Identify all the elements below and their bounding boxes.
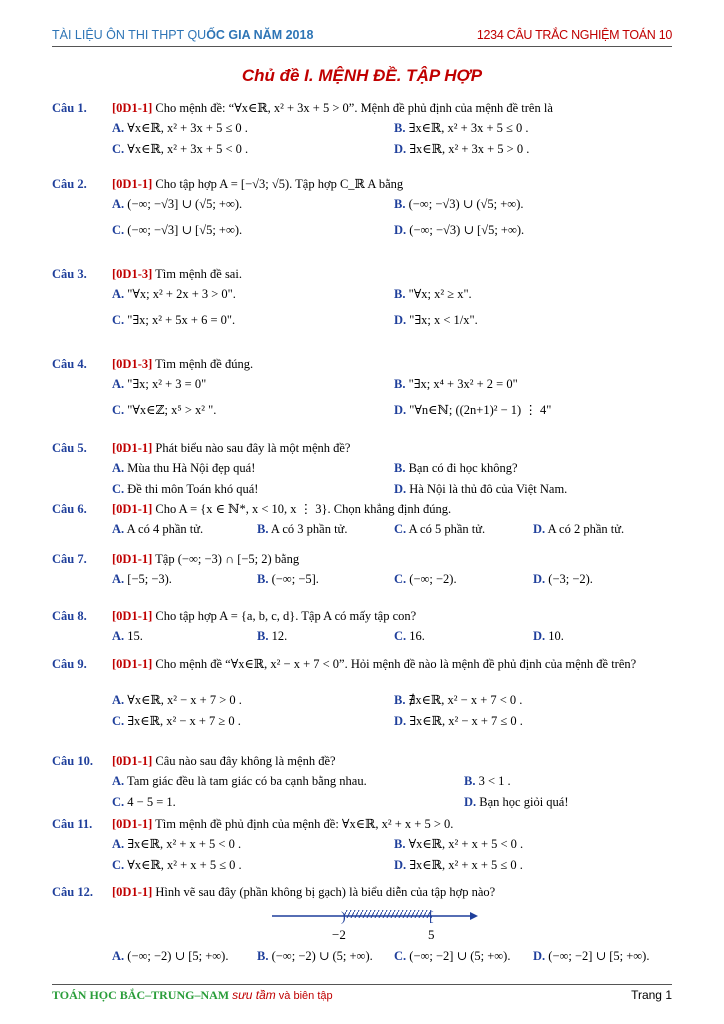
bracket-right: [ (429, 910, 434, 925)
option-d[interactable]: D. (−∞; −2] ∪ [5; +∞). (533, 949, 650, 963)
question-text: Cho mệnh đề: “∀x∈ℝ, x² + 3x + 5 > 0”. Mệnh đề phủ định của mệnh đề trên là (155, 101, 553, 115)
question-text: Câu nào sau đây không là mệnh đề? (155, 754, 336, 768)
question-text: Cho mệnh đề “∀x∈ℝ, x² − x + 7 < 0”. Hỏi mệnh đề nào là mệnh đề phủ định của mệnh đề trên? (155, 657, 637, 671)
option-c[interactable]: C. 4 − 5 = 1. (112, 795, 176, 809)
question-text: Tập (−∞; −3) ∩ [−5; 2) bằng (155, 552, 300, 566)
page-header (52, 26, 672, 47)
option-c[interactable]: C. 16. (394, 629, 425, 643)
question-3 (52, 266, 672, 327)
option-b[interactable]: B. (−∞; −5]. (257, 572, 319, 586)
option-c[interactable]: C. (−∞; −√3] ∪ [√5; +∞). (112, 223, 243, 237)
question-tag: [0D1-1] (112, 101, 153, 115)
question-1 (52, 100, 672, 156)
option-a[interactable]: A. Mùa thu Hà Nội đẹp quá! (112, 461, 256, 475)
question-number: Câu 1. (52, 101, 87, 115)
question-number: Câu 6. (52, 502, 87, 516)
question-8 (52, 608, 672, 643)
question-tag: [0D1-1] (112, 885, 153, 899)
question-number: Câu 10. (52, 754, 93, 768)
page-title: Chủ đề I. MỆNH ĐỀ. TẬP HỢP (241, 66, 483, 85)
bracket-left: ) (341, 910, 346, 925)
question-text: Cho tập hợp A = [−√3; √5). Tập hợp C_ℝ A bằng (155, 177, 404, 191)
option-a[interactable]: A. (−∞; −2) ∪ [5; +∞). (112, 949, 229, 963)
page-footer (52, 984, 672, 1005)
option-c[interactable]: C. (−∞; −2). (394, 572, 457, 586)
question-tag: [0D1-1] (112, 609, 153, 623)
option-b[interactable]: B. ∄x∈ℝ, x² − x + 7 < 0 . (394, 693, 523, 707)
question-stem (52, 753, 672, 769)
option-a[interactable]: A. Tam giác đều là tam giác có ba cạnh bằng nhau. (112, 774, 367, 788)
question-number: Câu 4. (52, 357, 87, 371)
question-tag: [0D1-3] (112, 357, 153, 371)
question-stem (52, 816, 672, 832)
question-stem (52, 608, 672, 624)
option-a[interactable]: A. ∃x∈ℝ, x² + x + 5 < 0 . (112, 837, 242, 851)
question-11 (52, 816, 672, 872)
option-d[interactable]: D. Hà Nội là thủ đô của Việt Nam. (394, 482, 568, 496)
question-number: Câu 12. (52, 885, 93, 899)
option-a[interactable]: A. ∀x∈ℝ, x² − x + 7 > 0 . (112, 693, 242, 707)
question-stem (52, 551, 672, 567)
page-number: Trang 1 (631, 988, 672, 1002)
question-tag: [0D1-1] (112, 657, 153, 671)
question-number: Câu 3. (52, 267, 87, 281)
question-tag: [0D1-3] (112, 267, 153, 281)
option-d[interactable]: D. ∃x∈ℝ, x² + x + 5 ≤ 0 . (394, 858, 523, 872)
option-a[interactable]: A. ∀x∈ℝ, x² + 3x + 5 ≤ 0 . (112, 121, 248, 135)
option-b[interactable]: B. "∀x; x² ≥ x". (394, 287, 472, 301)
question-stem (52, 501, 672, 517)
option-d[interactable]: D. (−3; −2). (533, 572, 593, 586)
question-tag: [0D1-1] (112, 441, 153, 455)
option-b[interactable]: B. (−∞; −√3) ∪ (√5; +∞). (394, 197, 524, 211)
question-text: Hình vẽ sau đây (phần không bị gạch) là biểu diễn của tập hợp nào? (155, 885, 496, 899)
question-4 (52, 356, 672, 417)
hatched-region (344, 910, 432, 918)
question-stem (52, 266, 672, 282)
question-text: Cho A = {x ∈ ℕ*, x < 10, x ⋮ 3}. Chọn khẳng định đúng. (155, 502, 452, 516)
question-text: Phát biểu nào sau đây là một mệnh đề? (155, 441, 351, 455)
question-number: Câu 11. (52, 817, 93, 831)
question-7 (52, 551, 672, 586)
question-tag: [0D1-1] (112, 817, 153, 831)
header-right: 1234 CÂU TRẮC NGHIỆM TOÁN 10 (476, 28, 672, 42)
option-b[interactable]: B. "∃x; x⁴ + 3x² + 2 = 0" (394, 377, 518, 391)
question-number: Câu 8. (52, 609, 87, 623)
option-d[interactable]: D. ∃x∈ℝ, x² − x + 7 ≤ 0 . (394, 714, 523, 728)
question-stem (52, 100, 672, 116)
option-b[interactable]: B. A có 3 phần tử. (257, 522, 348, 536)
question-12 (52, 884, 672, 963)
option-c[interactable]: C. "∀x∈ℤ; x⁵ > x² ". (112, 403, 217, 417)
option-a[interactable]: A. A có 4 phần tử. (112, 522, 204, 536)
question-tag: [0D1-1] (112, 177, 153, 191)
question-number: Câu 9. (52, 657, 87, 671)
question-stem (52, 440, 672, 456)
question-9 (52, 656, 672, 728)
header-left: TÀI LIỆU ÔN THI THPT QUỐC GIA NĂM 2018 (52, 28, 314, 42)
option-c[interactable]: C. "∃x; x² + 5x + 6 = 0". (112, 313, 236, 327)
option-c[interactable]: C. (−∞; −2] ∪ (5; +∞). (394, 949, 511, 963)
option-d[interactable]: D. ∃x∈ℝ, x² + 3x + 5 > 0 . (394, 142, 530, 156)
option-c[interactable]: C. A có 5 phần tử. (394, 522, 486, 536)
option-a[interactable]: A. "∀x; x² + 2x + 3 > 0". (112, 287, 236, 301)
option-b[interactable]: B. ∀x∈ℝ, x² + x + 5 < 0 . (394, 837, 524, 851)
option-b[interactable]: B. 12. (257, 629, 288, 643)
footer-left: TOÁN HỌC BẮC–TRUNG–NAM sưu tầm và biên tập (52, 988, 333, 1002)
option-d[interactable]: D. 10. (533, 629, 564, 643)
option-b[interactable]: B. ∃x∈ℝ, x² + 3x + 5 ≤ 0 . (394, 121, 529, 135)
question-stem (52, 356, 672, 372)
question-text: Tìm mệnh đề đúng. (155, 357, 254, 371)
question-stem (52, 176, 672, 192)
question-tag: [0D1-1] (112, 552, 153, 566)
question-tag: [0D1-1] (112, 502, 153, 516)
option-c[interactable]: C. ∀x∈ℝ, x² + 3x + 5 < 0 . (112, 142, 249, 156)
option-b[interactable]: B. (−∞; −2) ∪ (5; +∞). (257, 949, 373, 963)
option-c[interactable]: C. ∃x∈ℝ, x² − x + 7 ≥ 0 . (112, 714, 241, 728)
question-5 (52, 440, 672, 496)
question-2 (52, 176, 672, 237)
option-d[interactable]: D. (−∞; −√3) ∪ [√5; +∞). (394, 223, 525, 237)
question-text: Tìm mệnh đề phủ định của mệnh đề: ∀x∈ℝ, x² + x + 5 > 0. (155, 817, 454, 831)
question-6 (52, 501, 672, 536)
number-line-figure (270, 904, 480, 944)
question-text: Tìm mệnh đề sai. (155, 267, 242, 281)
option-b[interactable]: B. 3 < 1 . (464, 774, 511, 788)
question-tag: [0D1-1] (112, 754, 153, 768)
option-a[interactable]: A. [−5; −3). (112, 572, 172, 586)
option-a[interactable]: A. (−∞; −√3] ∪ (√5; +∞). (112, 197, 243, 211)
option-a[interactable]: A. 15. (112, 629, 143, 643)
question-number: Câu 7. (52, 552, 87, 566)
question-10 (52, 753, 672, 809)
question-number: Câu 2. (52, 177, 87, 191)
option-c[interactable]: C. Đề thi môn Toán khó quá! (112, 482, 259, 496)
option-a[interactable]: A. "∃x; x² + 3 = 0" (112, 377, 207, 391)
axis-arrow (470, 912, 478, 920)
option-d[interactable]: D. A có 2 phần tử. (533, 522, 625, 536)
question-stem (52, 884, 672, 900)
question-number: Câu 5. (52, 441, 87, 455)
option-d[interactable]: D. "∃x; x < 1/x". (394, 313, 478, 327)
option-c[interactable]: C. ∀x∈ℝ, x² + x + 5 ≤ 0 . (112, 858, 242, 872)
label-left: −2 (332, 927, 346, 942)
option-d[interactable]: D. "∀n∈ℕ; ((2n+1)² − 1) ⋮ 4" (394, 403, 552, 417)
label-right: 5 (428, 927, 435, 942)
question-stem (52, 656, 672, 672)
option-b[interactable]: B. Bạn có đi học không? (394, 461, 518, 475)
option-d[interactable]: D. Bạn học giỏi quá! (464, 795, 569, 809)
question-text: Cho tập hợp A = {a, b, c, d}. Tập A có mấy tập con? (155, 609, 417, 623)
